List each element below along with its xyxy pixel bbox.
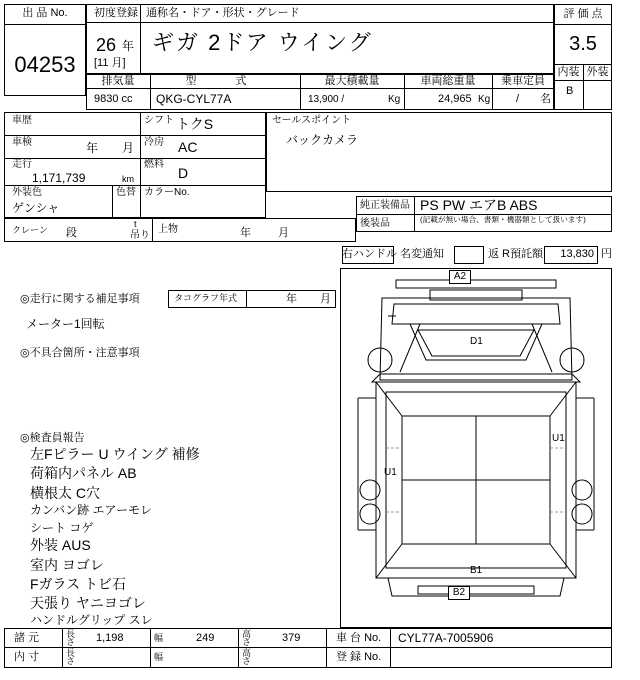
gross-weight-value: 24,965 [438, 93, 472, 105]
retrofit-note: (記載が無い場合、書類・機器類として扱います) [420, 215, 586, 224]
vehicle-name: ギガ 2ドア ウイング [152, 30, 373, 55]
damage-u1-left: U1 [384, 467, 397, 478]
max-load-label: 最大積載量 [324, 75, 380, 87]
name-label: 通称名・ドア・形状・グレード [146, 7, 300, 19]
height-label: 高さ [242, 629, 252, 647]
body-year: 年 [240, 227, 251, 239]
sales-point-label: セールスポイント [272, 115, 352, 126]
rating-value: 3.5 [569, 33, 597, 55]
exterior-label: 外装 [586, 66, 609, 78]
mileage-note: メーター1回転 [26, 317, 105, 331]
ext-color-value: ゲンシャ [12, 201, 60, 215]
divider [62, 628, 63, 668]
inspector-line: 外装 AUS [30, 537, 91, 553]
inner-width-label: 幅 [154, 652, 164, 662]
name-change-label: 名変通知 [400, 248, 444, 260]
length-value: 1,198 [96, 632, 124, 644]
color-code-label: 色替 [116, 187, 136, 198]
inspector-line: シート コゲ [30, 521, 94, 535]
max-load-value: 13,900 / [308, 94, 345, 105]
history-label: 車歴 [12, 115, 32, 126]
chassis-label: 車 台 No. [336, 632, 382, 644]
first-reg-label: 初度登録 [94, 7, 138, 19]
divider [150, 628, 151, 668]
inspector-line: 左Fピラー U ウイング 補修 [30, 446, 200, 462]
inspector-line: Fガラス トビ石 [30, 576, 127, 592]
crane-box [4, 218, 356, 242]
retrofit-label: 後装品 [360, 218, 390, 229]
height-value: 379 [282, 632, 301, 644]
interior-grade: B [566, 85, 574, 97]
inner-height-label: 高さ [242, 648, 252, 666]
aircon-value: AC [178, 139, 198, 155]
name-change-box [454, 246, 484, 264]
displacement-label: 排気量 [101, 75, 135, 87]
rhd-label: 右ハンドル [342, 248, 397, 260]
inspector-title: ◎検査員報告 [20, 432, 85, 444]
inspector-line: 室内 ヨゴレ [30, 557, 104, 573]
damage-b1: B1 [470, 565, 483, 576]
mileage-notes-title: ◎走行に関する補足事項 [20, 293, 140, 305]
inspection-month: 月 [122, 141, 135, 155]
equipment-value: PS PW エアB ABS [420, 197, 538, 213]
gross-weight-unit: Kg [478, 94, 491, 105]
first-reg-month: [11 月] [94, 57, 126, 69]
divider [112, 185, 113, 218]
fuel-label: 燃料 [144, 159, 164, 170]
rating-label: 評 価 点 [563, 8, 603, 20]
defects-title: ◎不具合箇所・注意事項 [20, 347, 140, 359]
return-label: 返 [488, 248, 499, 260]
capacity-label: 乗車定員 [501, 75, 545, 87]
capacity-value: / [516, 93, 520, 105]
fuel-value: D [178, 165, 189, 181]
divider [4, 647, 612, 648]
length-label: 長さ [66, 629, 76, 647]
width-value: 249 [196, 632, 215, 644]
shift-label: シフト [144, 115, 174, 126]
divider [238, 628, 239, 668]
inspector-line: 荷箱内パネル AB [30, 465, 137, 481]
divider [390, 628, 391, 668]
divider [326, 628, 327, 668]
divider [414, 196, 415, 232]
damage-a2: A2 [453, 271, 467, 282]
model-label: 型 式 [185, 75, 265, 87]
tacho-label: タコグラフ年式 [174, 293, 238, 303]
crane-tons: t [134, 219, 137, 229]
displacement-value: 9830 cc [94, 93, 133, 105]
capacity-unit: 名 [540, 93, 551, 105]
divider [86, 22, 554, 23]
inspector-line: ハンドルグリップ スレ [30, 613, 153, 627]
shift-value: トクS [176, 116, 214, 132]
divider [4, 158, 266, 159]
r-price-value: 13,830 [560, 248, 594, 260]
inner-length-label: 長さ [66, 648, 76, 666]
sales-point-value: バックカメラ [286, 133, 359, 147]
crane-lift: 吊り [130, 230, 150, 241]
r-price-label: R預託額 [502, 248, 543, 260]
mileage-value: 1,171,739 [32, 171, 86, 185]
divider [246, 290, 247, 308]
inner-label: 内 寸 [14, 651, 40, 663]
crane-label: クレーン [12, 225, 48, 235]
color-no-label: カラーNo. [144, 187, 190, 198]
aircon-label: 冷房 [144, 137, 164, 148]
damage-d1: D1 [470, 336, 483, 347]
divider [4, 135, 266, 136]
gross-weight-label: 車両総重量 [420, 75, 476, 87]
model-value: QKG-CYL77A [156, 92, 232, 106]
max-load-unit: Kg [388, 94, 401, 105]
divider [4, 185, 266, 186]
width-label: 幅 [154, 633, 164, 643]
tacho-month: 月 [320, 293, 331, 305]
divider [152, 218, 153, 242]
reg-label: 登 録 No. [336, 651, 382, 663]
damage-u1-right: U1 [552, 433, 565, 444]
ext-color-label: 外装色 [12, 187, 42, 198]
divider [140, 4, 141, 74]
r-price-unit: 円 [601, 248, 612, 260]
divider [140, 112, 141, 218]
tacho-year: 年 [286, 293, 297, 305]
divider [554, 24, 612, 25]
lot-number: 04253 [14, 52, 76, 77]
mileage-label: 走行 [12, 159, 32, 170]
inspector-line: 天張り ヤニヨゴレ [30, 595, 146, 611]
divider [86, 88, 554, 89]
crane-steps: 段 [66, 227, 77, 239]
inspector-line: 横根太 C穴 [30, 485, 100, 501]
specs-label: 諸 元 [14, 632, 40, 644]
divider [4, 24, 86, 25]
lot-label: 出 品 No. [22, 7, 68, 19]
body-month: 月 [278, 227, 289, 239]
body-label: 上物 [158, 224, 178, 235]
inspector-line: カンバン跡 エアーモレ [30, 503, 153, 517]
inspection-label: 車検 [12, 137, 32, 148]
damage-b2: B2 [452, 587, 466, 598]
chassis-value: CYL77A-7005906 [398, 631, 494, 645]
first-reg-year-unit: 年 [122, 39, 135, 53]
first-reg-year: 26 [96, 35, 117, 55]
inspection-year: 年 [86, 141, 99, 155]
interior-label: 内装 [557, 66, 580, 78]
mileage-unit: km [122, 174, 134, 184]
equipment-label: 純正装備品 [360, 200, 410, 211]
